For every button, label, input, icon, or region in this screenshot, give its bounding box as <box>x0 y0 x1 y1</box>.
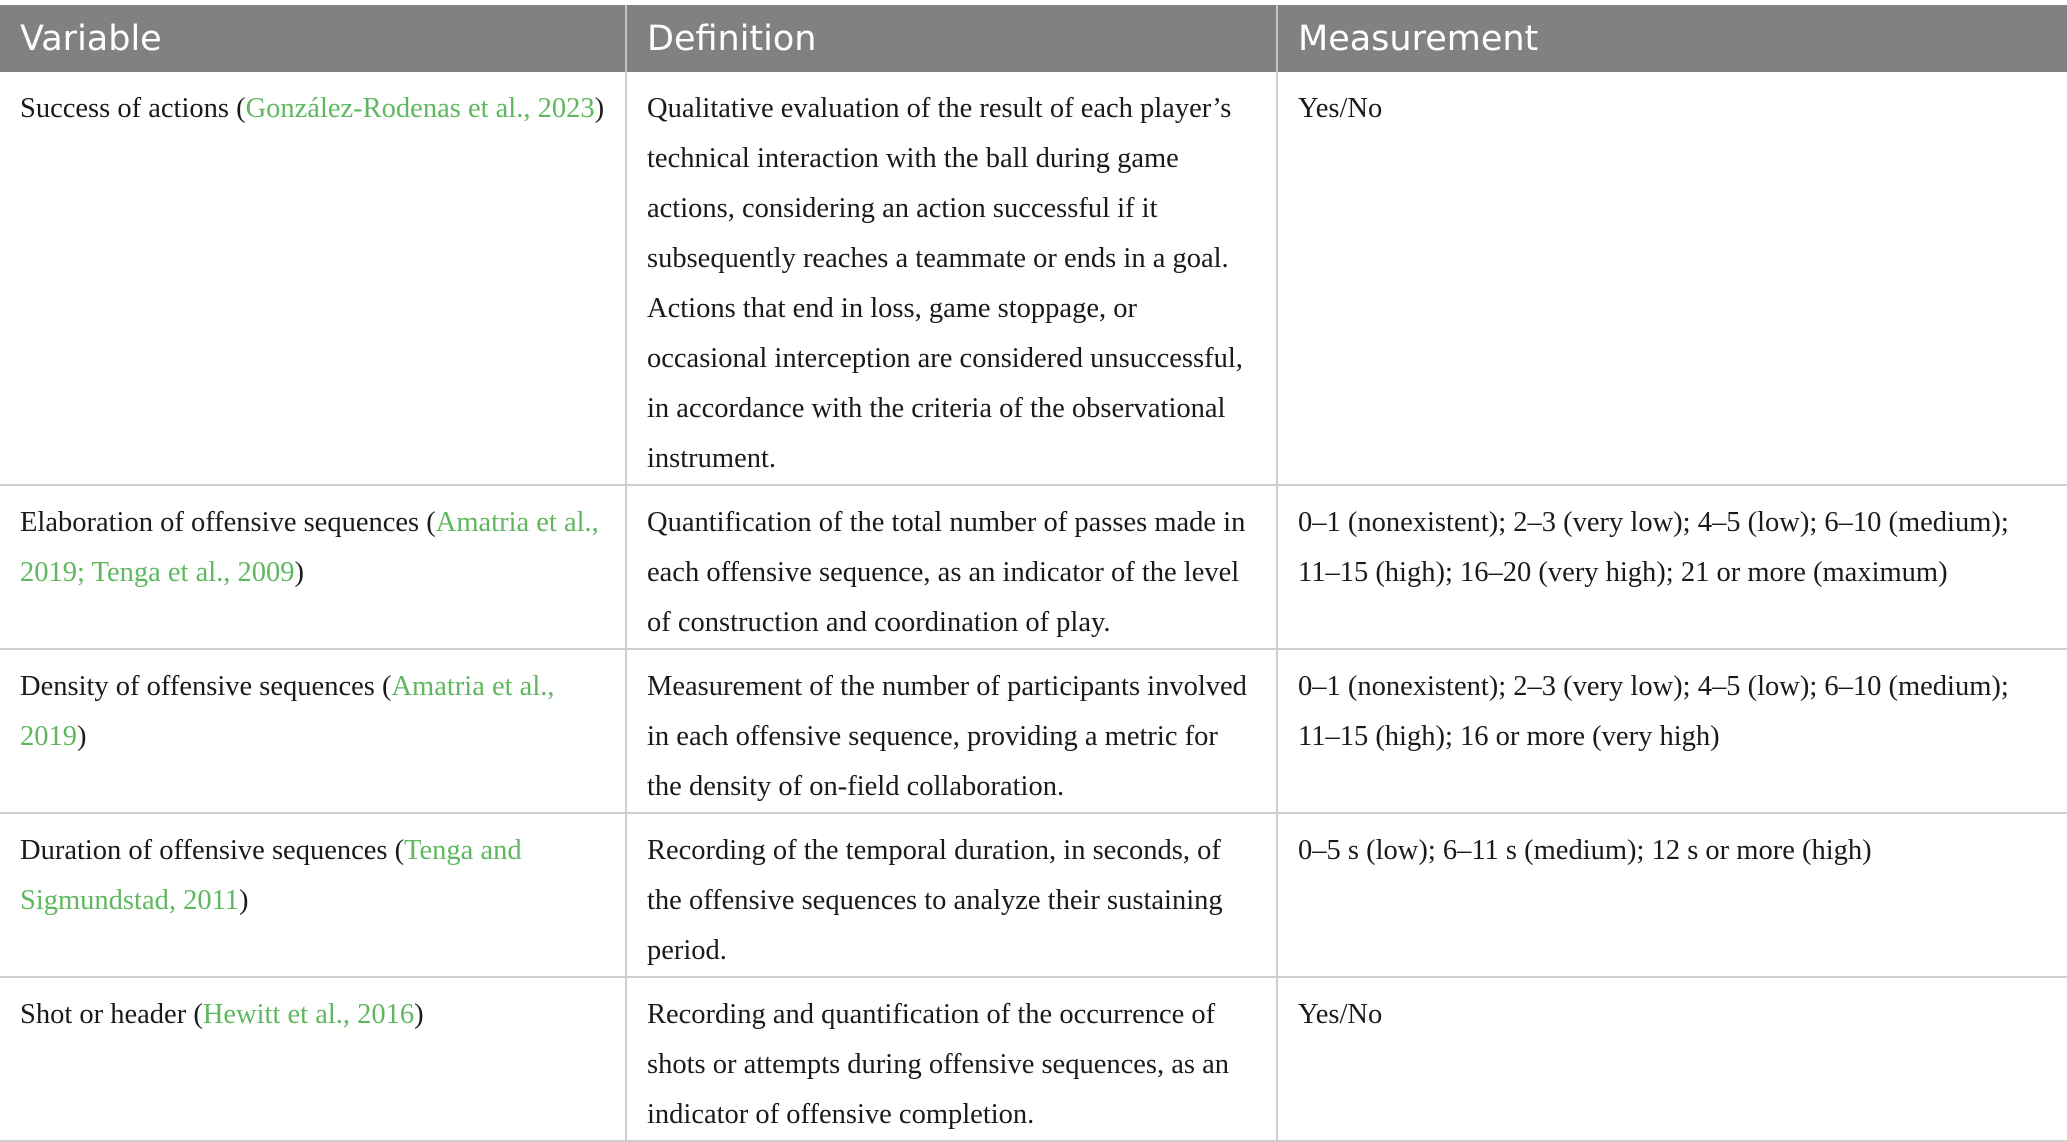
variables-table-container <box>0 5 2067 1142</box>
citation-close: ) <box>414 999 424 1030</box>
variable-name: Elaboration of offensive sequences <box>20 507 420 538</box>
variable-name: Shot or header <box>20 999 187 1030</box>
measurement-cell: 0–5 s (low); 6–11 s (medium); 12 s or more (high) <box>1277 813 2067 977</box>
citation-open: ( <box>374 671 392 702</box>
citation-link[interactable]: Tenga and Sigmundstad, 2011 <box>20 835 522 916</box>
citation-open: ( <box>186 999 203 1030</box>
citation-close: ) <box>77 721 87 752</box>
citation-link[interactable]: González-Rodenas et al., 2023 <box>245 93 595 124</box>
header-variable: Variable <box>0 5 626 72</box>
citation-close: ) <box>594 93 605 124</box>
variable-cell <box>0 485 626 649</box>
variable-name: Density of offensive sequences <box>20 671 375 702</box>
citation-link[interactable]: Amatria et al., 2019; Tenga et al., 2009 <box>20 507 599 588</box>
variable-name: Success of actions <box>20 93 229 124</box>
definition-cell: Recording of the temporal duration, in seconds, of the offensive sequences to analyze their sustaining period. <box>626 813 1277 977</box>
table-row <box>0 977 2067 1141</box>
measurement-cell: Yes/No <box>1277 977 2067 1141</box>
header-measurement: Measurement <box>1277 5 2067 72</box>
definition-cell: Recording and quantification of the occurrence of shots or attempts during offensive sequences, as an indicator of offensive completion. <box>626 977 1277 1141</box>
variable-cell <box>0 72 626 485</box>
variable-cell <box>0 649 626 813</box>
header-row <box>0 5 2067 72</box>
citation-open: ( <box>228 93 246 124</box>
table-row <box>0 813 2067 977</box>
citation-open: ( <box>387 835 405 866</box>
variables-table <box>0 5 2067 1142</box>
definition-cell: Measurement of the number of participants involved in each offensive sequence, providing a metric for the density of on-field collaboration. <box>626 649 1277 813</box>
citation-close: ) <box>239 885 249 916</box>
definition-cell: Qualitative evaluation of the result of each player’s technical interaction with the ball during game actions, considering an action successful if it subsequently reaches a teammate or ends in a goal. Actions that end in loss, game stoppage, or occasional interception are considered unsuccessful, in accordance with the criteria of the observational instrument. <box>626 72 1277 485</box>
citation-close: ) <box>294 557 305 588</box>
table-header <box>0 5 2067 72</box>
variable-name: Duration of offensive sequences <box>20 835 388 866</box>
citation-link[interactable]: Amatria et al., 2019 <box>20 671 555 752</box>
header-definition: Definition <box>626 5 1277 72</box>
measurement-cell: 0–1 (nonexistent); 2–3 (very low); 4–5 (low); 6–10 (medium); 11–15 (high); 16 or more (very high) <box>1277 649 2067 813</box>
measurement-cell: Yes/No <box>1277 72 2067 485</box>
table-row <box>0 485 2067 649</box>
definition-cell: Quantification of the total number of passes made in each offensive sequence, as an indicator of the level of construction and coordination of play. <box>626 485 1277 649</box>
table-body <box>0 72 2067 1141</box>
variable-cell <box>0 977 626 1141</box>
citation-open: ( <box>419 507 436 538</box>
table-row <box>0 649 2067 813</box>
table-row <box>0 72 2067 485</box>
citation-link[interactable]: Hewitt et al., 2016 <box>202 999 415 1030</box>
variable-cell <box>0 813 626 977</box>
measurement-cell: 0–1 (nonexistent); 2–3 (very low); 4–5 (low); 6–10 (medium); 11–15 (high); 16–20 (very high); 21 or more (maximum) <box>1277 485 2067 649</box>
